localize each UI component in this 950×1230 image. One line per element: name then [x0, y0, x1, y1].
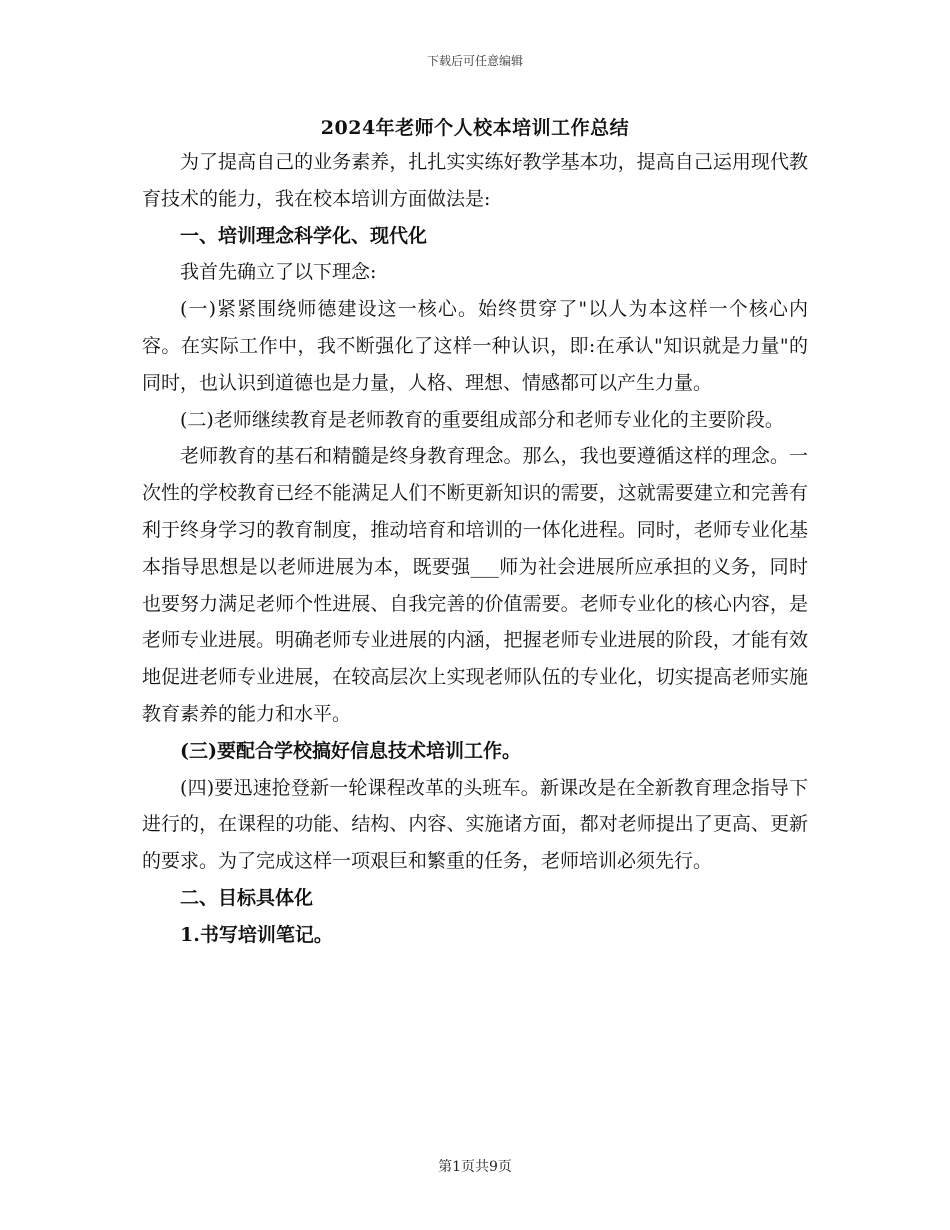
section-heading-2: 二、目标具体化: [180, 886, 314, 909]
paragraph-item-3: (三)要配合学校搞好信息技术培训工作。: [180, 739, 521, 762]
page-number: 第1页共9页: [438, 1159, 512, 1175]
paragraph-item-1: (一)紧紧围绕师德建设这一核心。始终贯穿了"以人为本这样一个核心内容。在实际工作中，我不断强化了这样一种认识，即:在承认"知识就是力量"的同时，也认识到道德也是力量，人格、理想、情感都可以产生力量。: [142, 298, 808, 394]
paragraph-item-4: (四)要迅速抢登新一轮课程改革的头班车。新课改是在全新教育理念指导下进行的，在课程的功能、结构、内容、实施诸方面，都对老师提出了更高、更新的要求。为了完成这样一项艰巨和繁重的任务，老师培训必须先行。: [142, 776, 808, 873]
paragraph-item-2: (二)老师继续教育是老师教育的重要组成部分和老师专业化的主要阶段。: [180, 408, 784, 431]
paragraph-lifelong-education: 老师教育的基石和精髓是终身教育理念。那么，我也要遵循这样的理念。一次性的学校教育已经不能满足人们不断更新知识的需要，这就需要建立和完善有利于终身学习的教育制度，推动培育和培训的一体化进程。同时，老师专业化基本指导思想是以老师进展为本，既要强___师为社会进展所应承担的义务，同时也要努力满足老师个性进展、自我完善的价值需要。老师专业化的核心内容，是老师专业进展。明确老师专业进展的内涵，把握老师专业进展的阶段，才能有效地促进老师专业进展，在较高层次上实现老师队伍的专业化，切实提高老师实施教育素养的能力和水平。: [142, 445, 808, 725]
header-note: 下载后可任意编辑: [426, 54, 523, 68]
document-body: [142, 144, 808, 954]
section-heading-1: 一、培训理念科学化、现代化: [180, 224, 428, 247]
sub-heading-1: 1.书写培训笔记。: [180, 923, 333, 946]
paragraph-intro: 为了提高自己的业务素养，扎扎实实练好教学基本功，提高自己运用现代教育技术的能力，我在校本培训方面做法是:: [142, 151, 808, 210]
document-title: 2024年老师个人校本培训工作总结: [320, 117, 630, 139]
paragraph-concepts-intro: 我首先确立了以下理念:: [180, 261, 377, 284]
